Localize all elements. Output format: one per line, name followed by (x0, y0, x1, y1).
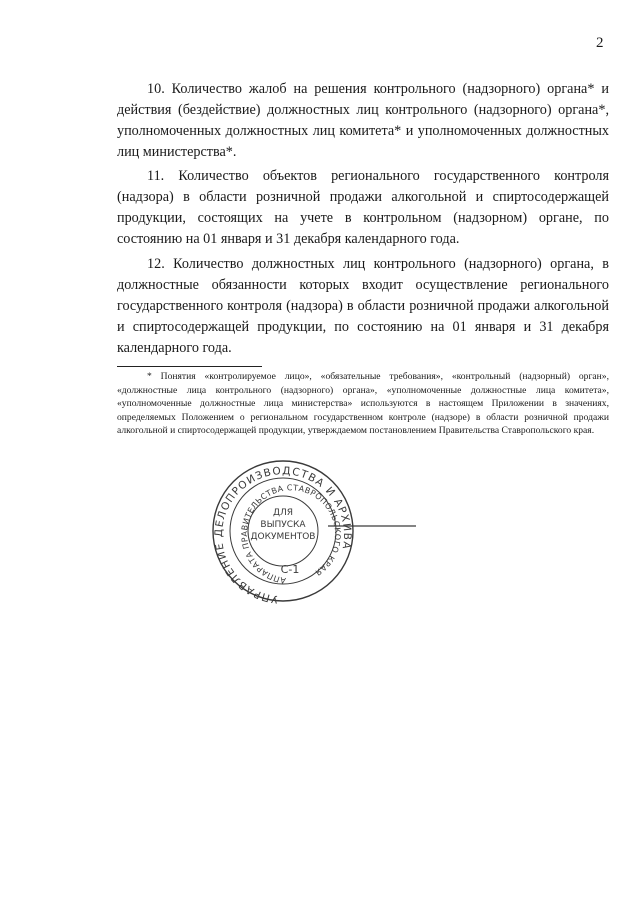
stamp-center-line1: ДЛЯ (272, 508, 294, 518)
footnote-divider (117, 366, 262, 367)
footnote: * Понятия «контролируемое лицо», «обязательные требования», «контрольный (надзорный) орган», «должностные лица контрольного (надзорного) органа», «уполномоченные должностные лица комитета», «уполномоченные должностные лица министерства» используются в настоящем Приложении в значениях, определяемых Положением о региональном государственном контроле (надзоре) в области розничной продажи алкогольной и спиртосодержащей продукции, утверждаемом постановлением Правительства Ставропольского края. (117, 371, 609, 437)
paragraph-12: 12. Количество должностных лиц контрольного (надзорного) органа, в должностные обязанности которых входит осуществление регионального государственного контроля (надзора) в области розничной продажи алкогольной и спиртосодержащей продукции, по состоянию на 01 января и 31 декабря календарного года. (117, 256, 609, 356)
paragraph-11: 11. Количество объектов регионального государственного контроля (надзора) в области розничной продажи алкогольной и спиртосодержащей продукции, состоящих на учете в контрольном (надзорном) органе, по состоянию на 01 января и 31 декабря календарного года. (117, 168, 609, 247)
paragraph-10: 10. Количество жалоб на решения контрольного (надзорного) органа* и действия (бездействие) должностных лиц контрольного (надзорного) органа*, уполномоченных должностных лиц комитета* и уполномоченных должностных лиц министерства*. (117, 81, 609, 160)
stamp-outer-text: УПРАВЛЕНИЕ ДЕЛОПРОИЗВОДСТВА И АРХИВА (212, 465, 354, 604)
stamp-inner-text: АППАРАТА ПРАВИТЕЛЬСТВА СТАВРОПОЛЬСКОГО КРАЯ (239, 483, 343, 585)
stamp-center-line2: ВЫПУСКА (260, 520, 306, 530)
official-stamp (210, 458, 420, 604)
page-number: 2 (596, 35, 604, 51)
stamp-code: С-1 (280, 563, 300, 576)
stamp-center-line3: ДОКУМЕНТОВ (250, 532, 316, 542)
